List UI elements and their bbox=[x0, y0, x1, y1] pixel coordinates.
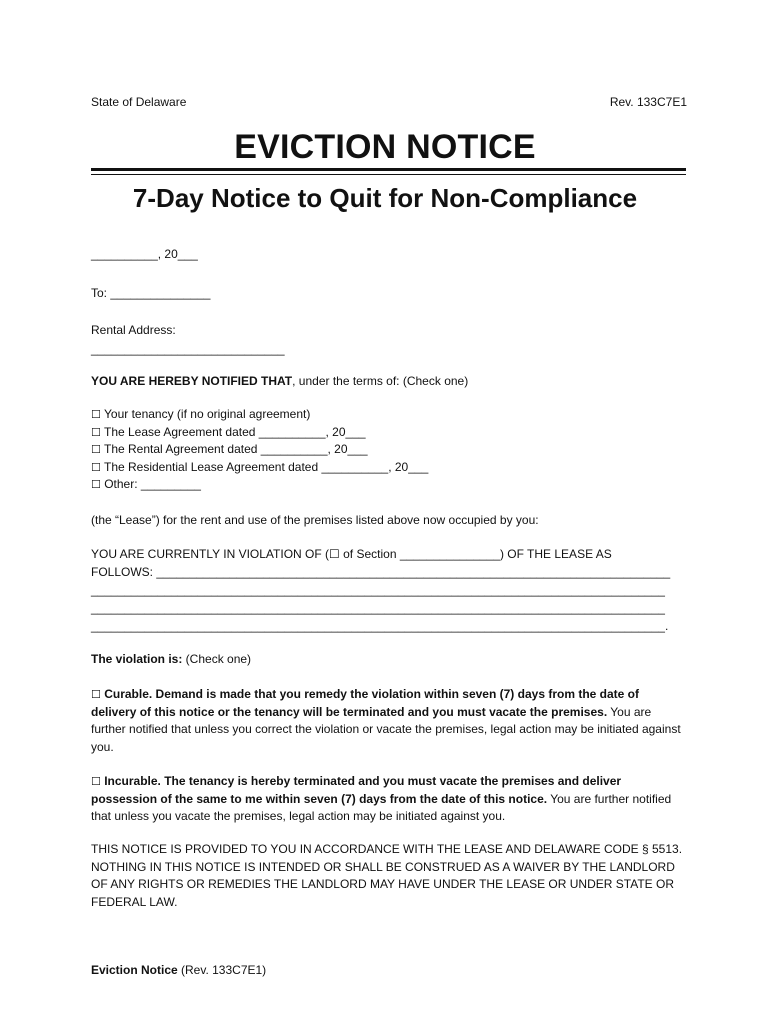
violation-line: YOU ARE CURRENTLY IN VIOLATION OF (☐ of Section _______________) OF THE LEASE AS bbox=[91, 547, 612, 561]
lease-option-label: The Rental Agreement dated __________, 20___ bbox=[100, 442, 368, 456]
lease-option bbox=[91, 441, 428, 459]
lease-option bbox=[91, 459, 428, 477]
notified-paragraph bbox=[91, 373, 468, 390]
title-divider-thin bbox=[91, 174, 686, 175]
rental-address-line: _____________________________ bbox=[91, 342, 285, 356]
checkbox-icon: ☐ bbox=[91, 408, 101, 421]
lease-option bbox=[91, 476, 428, 494]
lease-option-label: Your tenancy (if no original agreement) bbox=[100, 407, 311, 421]
violation-is-rest: (Check one) bbox=[182, 652, 252, 666]
rental-address-label: Rental Address: bbox=[91, 323, 176, 337]
incurable-bold: Incurable. The tenancy is hereby terminated and you must vacate the premises and deliver possession of the same to me within seven (7) days from the date of this notice. bbox=[91, 774, 622, 806]
curable-rest: You are further notified that unless you correct the violation or vacate the premises, legal action may be initiated against you. bbox=[91, 704, 681, 754]
incurable-rest: You are further notified that unless you vacate the premises, legal action may be initiated against you. bbox=[91, 791, 672, 823]
checkbox-icon: ☐ bbox=[91, 425, 101, 439]
checkbox-icon: ☐ bbox=[91, 688, 101, 701]
recipient-line: To: _______________ bbox=[91, 286, 211, 300]
incurable-paragraph bbox=[91, 773, 686, 826]
footer bbox=[91, 963, 266, 977]
checkbox-icon: ☐ bbox=[91, 478, 101, 491]
violation-line: FOLLOWS: _____________________________________________________________________________ bbox=[91, 565, 671, 579]
footer-rest: (Rev. 133C7E1) bbox=[177, 963, 267, 977]
violation-is-bold: The violation is: bbox=[91, 652, 183, 666]
lease-option-label: The Lease Agreement dated __________, 20___ bbox=[100, 424, 366, 439]
notified-rest: , under the terms of: (Check one) bbox=[292, 374, 469, 388]
violation-is-line bbox=[91, 651, 251, 668]
lease-option-label: Other: _________ bbox=[100, 477, 201, 491]
header-state: State of Delaware bbox=[91, 95, 187, 109]
violation-lines bbox=[91, 545, 670, 635]
date-line: __________, 20___ bbox=[91, 247, 198, 261]
document-title: EVICTION NOTICE bbox=[234, 128, 536, 166]
lease-definition: (the “Lease”) for the rent and use of the premises listed above now occupied by you: bbox=[91, 513, 539, 527]
lease-option-label: The Residential Lease Agreement dated __________, 20___ bbox=[100, 459, 429, 474]
title-divider-thick bbox=[91, 168, 686, 171]
violation-line: ______________________________________________________________________________________ bbox=[91, 583, 665, 597]
footer-bold: Eviction Notice bbox=[91, 963, 178, 977]
document-subtitle: 7-Day Notice to Quit for Non-Compliance bbox=[132, 183, 638, 213]
curable-bold: Curable. Demand is made that you remedy the violation within seven (7) days from the date of delivery of this notice or the tenancy will be terminated and you must vacate the premises. bbox=[91, 687, 639, 719]
header-revision: Rev. 133C7E1 bbox=[609, 95, 687, 109]
curable-paragraph bbox=[91, 686, 686, 756]
checkbox-icon: ☐ bbox=[91, 443, 101, 456]
violation-line: ______________________________________________________________________________________ bbox=[91, 601, 665, 615]
lease-options-list bbox=[91, 406, 428, 494]
lease-option bbox=[91, 406, 428, 424]
legal-statement: THIS NOTICE IS PROVIDED TO YOU IN ACCORDANCE WITH THE LEASE AND DELAWARE CODE § 5513. NOTHING IN THIS NOTICE IS INTENDED OR SHALL BE CONSTRUED AS A WAIVER BY THE LANDLORD OF ANY RIGHTS OR REMEDIES THE LANDLORD MAY HAVE UNDER THE LEASE OR UNDER STATE OR FEDERAL LAW. bbox=[91, 842, 683, 909]
checkbox-icon: ☐ bbox=[91, 775, 101, 788]
notified-bold: YOU ARE HEREBY NOTIFIED THAT bbox=[91, 374, 293, 388]
lease-option bbox=[91, 424, 428, 442]
checkbox-icon: ☐ bbox=[91, 460, 101, 474]
violation-line: ______________________________________________________________________________________. bbox=[91, 619, 669, 633]
